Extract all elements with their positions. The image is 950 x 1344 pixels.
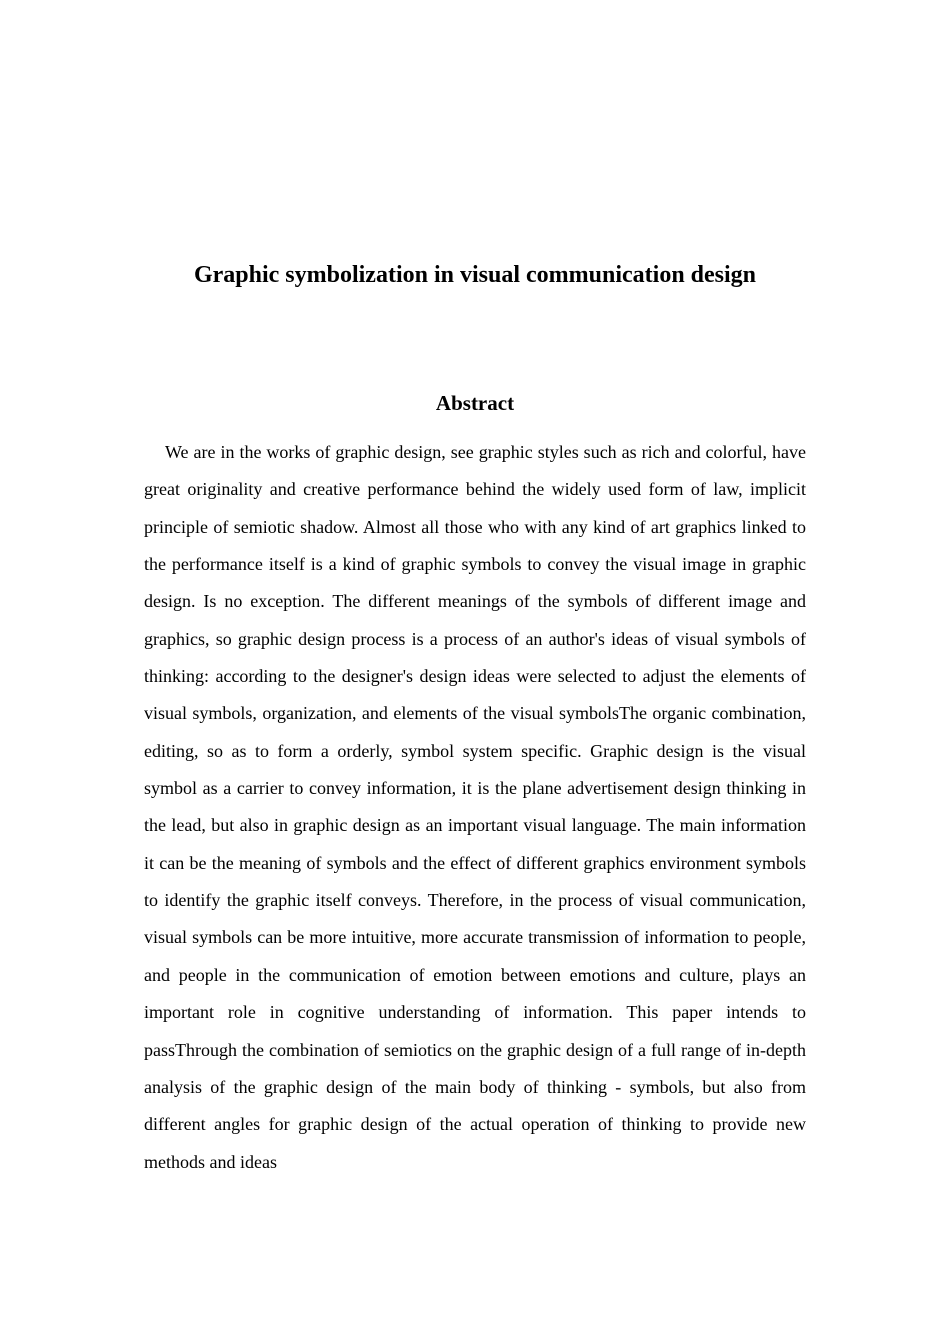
abstract-heading: Abstract xyxy=(435,391,515,415)
abstract-body: We are in the works of graphic design, see graphic styles such as rich and colorful, have great originality and creative performance behind the widely used form of law, implicit principle of semiotic shadow. Almost all those who with any kind of art graphics linked to the performance itself is a kind of graphic symbols to convey the visual image in graphic design. Is no exception. The different meanings of the symbols of different image and graphics, so graphic design process is a process of an author's ideas of visual symbols of thinking: according to the designer's design ideas were selected to adjust the elements of visual symbols, organization, and elements of the visual symbolsThe organic combination, editing, so as to form a orderly, symbol system specific. Graphic design is the visual symbol as a carrier to convey information, it is the plane advertisement design thinking in the lead, but also in graphic design as an important visual language. The main information it can be the meaning of symbols and the effect of different graphics environment symbols to identify the graphic itself conveys. Therefore, in the process of visual communication, visual symbols can be more intuitive, more accurate transmission of information to people, and people in the communication of emotion between emotions and culture, plays an important role in cognitive understanding of information. This paper intends to passThrough the combination of semiotics on the graphic design of a full range of in-depth analysis of the graphic design of the main body of thinking - symbols, but also from different angles for graphic design of the actual operation of thinking to provide new methods and ideas xyxy=(144,442,806,1172)
document-title: Graphic symbolization in visual communication design xyxy=(193,262,757,288)
